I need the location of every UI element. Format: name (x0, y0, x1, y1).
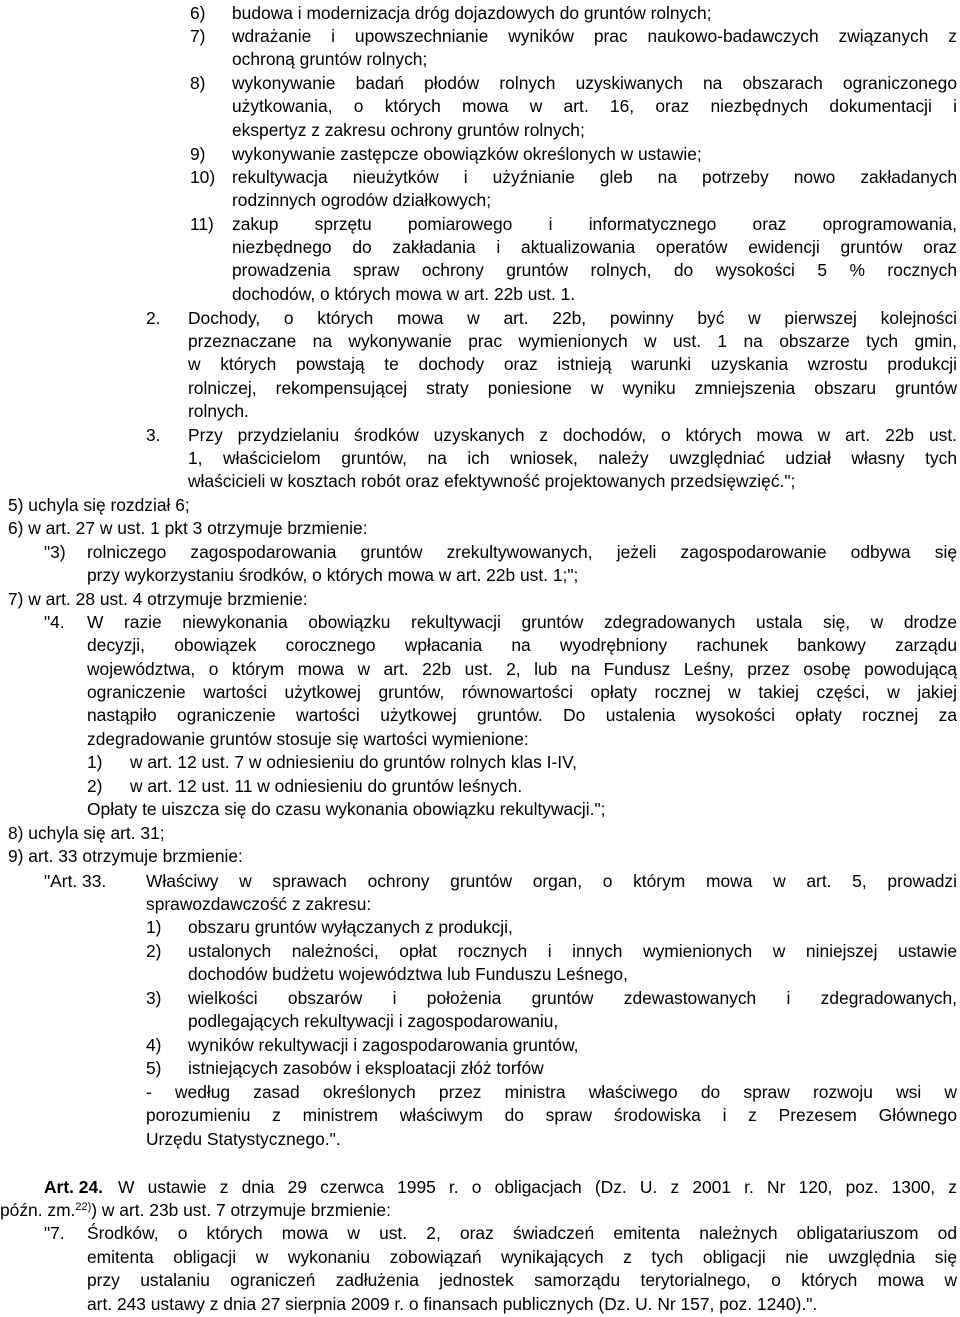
point-number: 3) (146, 988, 162, 1008)
amendment-item-8: 8) uchyla się art. 31; (8, 823, 165, 843)
paragraph-text: Przy przydzielaniu środków uzyskanych z dochodów, o których mowa w art. 22b ust. (188, 425, 957, 445)
article-text-line (0, 1199, 391, 1223)
footnote-ref[interactable]: 22) (75, 1201, 92, 1213)
paragraph-number: 2. (146, 308, 161, 328)
sub-item-text: w art. 12 ust. 7 w odniesieniu do gruntów rolnych klas I-IV, (130, 752, 577, 772)
quote-number: "7. (44, 1223, 65, 1243)
sub-item-text: w art. 12 ust. 11 w odniesieniu do gruntów leśnych. (130, 776, 523, 796)
article-text: porozumieniu z ministrem właściwym do spraw środowiska i z Prezesem Głównego (146, 1105, 957, 1125)
amendment-intro: 7) w art. 28 ust. 4 otrzymuje brzmienie: (8, 589, 308, 609)
item-text: ochroną gruntów rolnych; (232, 49, 428, 69)
quote-text: Opłaty te uiszcza się do czasu wykonania obowiązku rekultywacji."; (87, 799, 606, 819)
paragraph-number: 3. (146, 425, 161, 445)
item-number: 8) (190, 73, 206, 93)
quote-text: decyzji, obowiązek corocznego wpłacania na wyodrębniony rachunek bankowy zarządu (87, 635, 957, 655)
quote-text: przy ustalaniu ograniczeń zadłużenia jednostek samorządu terytorialnego, o których mowa w (87, 1270, 957, 1290)
article-text: sprawozdawczość z zakresu: (146, 894, 372, 914)
point-text: dochodów budżetu województwa lub Funduszu Leśnego, (188, 964, 628, 984)
point-text: istniejących zasobów i eksploatacji złóż torfów (188, 1058, 544, 1078)
point-number: 1) (146, 917, 162, 937)
quote-number: "3) (44, 542, 66, 562)
item-text: użytkowania, o których mowa w art. 16, oraz niezbędnych dokumentacji i (232, 96, 957, 116)
item-number: 7) (190, 26, 206, 46)
quote-text: Środków, o których mowa w ust. 2, oraz świadczeń emitenta należnych obligatariuszom od (87, 1223, 957, 1243)
paragraph-text: właścicieli w kosztach robót oraz efektywność projektowanych przedsięwzięć."; (188, 471, 796, 491)
item-text: wykonywanie zastępcze obowiązków określonych w ustawie; (232, 144, 702, 164)
paragraph-text: rolniczej, rekompensującej straty poniesione w wyniku zmniejszenia obszaru gruntów (188, 378, 957, 398)
sub-item-number: 2) (87, 776, 103, 796)
item-text: wdrażanie i upowszechnianie wyników prac naukowo-badawczych związanych z (232, 26, 957, 46)
quote-text: nastąpiło ograniczenie wartości użytkowej gruntów. Do ustalenia wysokości opłaty rocznej za (87, 705, 957, 725)
point-text: wyników rekultywacji i zagospodarowania gruntów, (188, 1035, 579, 1055)
article-text: Właściwy w sprawach ochrony gruntów organ, o którym mowa w art. 5, prowadzi (146, 871, 957, 891)
item-text: rodzinnych ogrodów działkowych; (232, 190, 492, 210)
item-text: budowa i modernizacja dróg dojazdowych do gruntów rolnych; (232, 3, 712, 23)
paragraph-text: Dochody, o których mowa w art. 22b, powinny być w pierwszej kolejności (188, 308, 957, 328)
quote-text: województwa, o którym mowa w art. 22b ust. 2, lub na Fundusz Leśny, przez osobę powodującą (87, 659, 957, 679)
item-number: 6) (190, 3, 206, 23)
paragraph-text: 1, właścicielom gruntów, na ich wniosek, należy uwzględniać udział własny tych (188, 448, 957, 468)
article-text: ) w art. 23b ust. 7 otrzymuje brzmienie: (91, 1200, 391, 1220)
point-number: 4) (146, 1035, 162, 1055)
article-label: Art. 24. (44, 1177, 103, 1197)
item-text: prowadzenia spraw ochrony gruntów rolnych, do wysokości 5 % rocznych (232, 260, 957, 280)
point-text: obszaru gruntów wyłączanych z produkcji, (188, 917, 513, 937)
quote-text: zdegradowanie gruntów stosuje się wartości wymienione: (87, 729, 529, 749)
amendment-item-5: 5) uchyla się rozdział 6; (8, 495, 190, 515)
quote-text: przy wykorzystaniu środków, o których mowa w art. 22b ust. 1;"; (87, 565, 579, 585)
quote-text: W razie niewykonania obowiązku rekultywacji gruntów zdegradowanych ustala się, w drodze (87, 612, 957, 632)
paragraph-text: przeznaczane na wykonywanie prac wymienionych w ust. 1 na obszarze tych gmin, (188, 331, 957, 351)
quote-number: "4. (44, 612, 65, 632)
quote-text: emitenta obligacji w wykonaniu zobowiązań wynikających z tych obligacji nie uwzględnia się (87, 1247, 957, 1267)
article-text: Urzędu Statystycznego.". (146, 1129, 341, 1149)
item-text: dochodów, o których mowa w art. 22b ust. 1. (232, 284, 576, 304)
item-number: 9) (190, 144, 206, 164)
quote-text: rolniczego zagospodarowania gruntów zrekultywowanych, jeżeli zagospodarowanie odbywa się (87, 542, 957, 562)
point-text: wielkości obszarów i położenia gruntów zdewastowanych i zdegradowanych, (188, 988, 957, 1008)
article-number: "Art. 33. (44, 871, 107, 891)
paragraph-text: rolnych. (188, 401, 249, 421)
article-text: późn. zm. (0, 1200, 76, 1220)
quote-text: art. 243 ustawy z dnia 27 sierpnia 2009 r. o finansach publicznych (Dz. U. Nr 157, poz. 1240).". (87, 1294, 818, 1314)
item-text: rekultywacja nieużytków i użyźnianie gleb na potrzeby nowo zakładanych (232, 167, 957, 187)
point-text: ustalonych należności, opłat rocznych i innych wymienionych w niniejszej ustawie (188, 941, 957, 961)
point-number: 2) (146, 941, 162, 961)
sub-item-number: 1) (87, 752, 103, 772)
item-number: 11) (190, 214, 214, 234)
item-number: 10) (190, 167, 216, 187)
item-text: ekspertyz z zakresu ochrony gruntów rolnych; (232, 120, 585, 140)
amendment-intro: 9) art. 33 otrzymuje brzmienie: (8, 846, 243, 866)
article-text: W ustawie z dnia 29 czerwca 1995 r. o obligacjach (Dz. U. z 2001 r. Nr 120, poz. 1300, z (118, 1177, 957, 1197)
amendment-intro: 6) w art. 27 w ust. 1 pkt 3 otrzymuje brzmienie: (8, 518, 368, 538)
point-text: podlegających rekultywacji i zagospodarowaniu, (188, 1011, 559, 1031)
article-text: - według zasad określonych przez ministra właściwego do spraw rozwoju wsi w (146, 1082, 957, 1102)
point-number: 5) (146, 1058, 162, 1078)
item-text: wykonywanie badań płodów rolnych uzyskiwanych na obszarach ograniczonego (232, 73, 957, 93)
item-text: niezbędnego do zakładania i aktualizowania operatów ewidencji gruntów oraz (232, 237, 957, 257)
quote-text: ograniczenie wartości użytkowej gruntów, równowartości opłaty rocznej w takiej części, w jakiej (87, 682, 957, 702)
item-text: zakup sprzętu pomiarowego i informatycznego oraz oprogramowania, (232, 214, 957, 234)
paragraph-text: w których powstają te dochody oraz istnieją warunki uzyskania wzrostu produkcji (188, 354, 957, 374)
